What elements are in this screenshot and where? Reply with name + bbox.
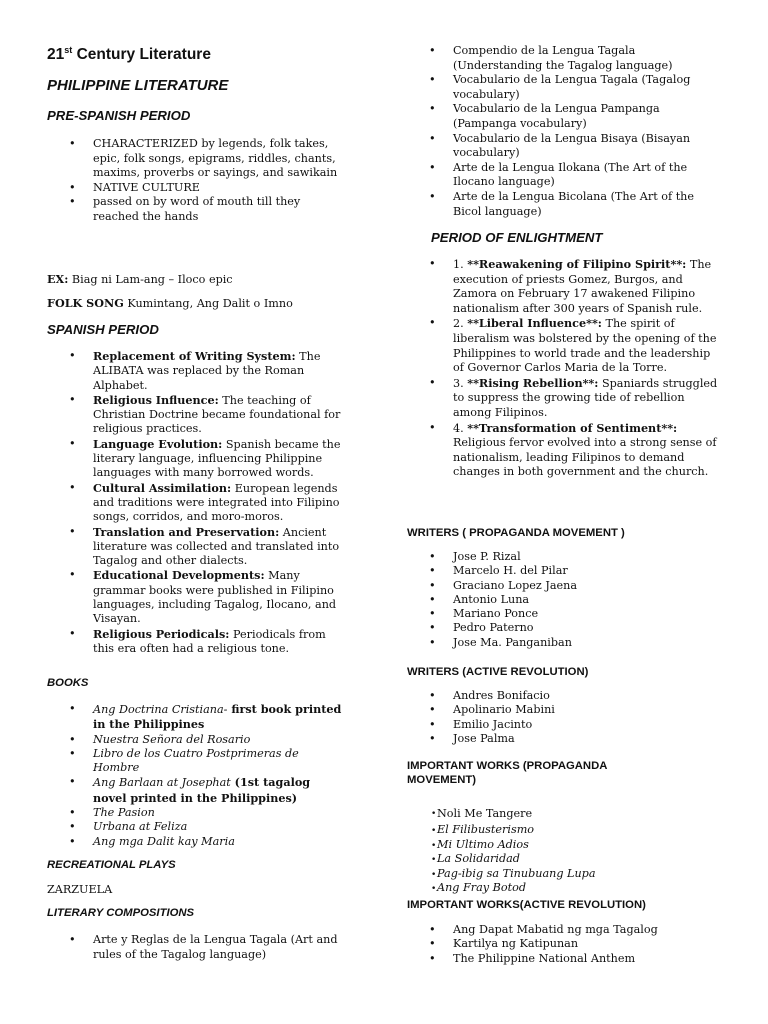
list-item: • Replacement of Writing System: The ALIBATA was replaced by the Roman Alphabet. [47, 349, 347, 393]
literary-list-left [47, 933, 347, 962]
list-item: • Vocabulario de la Lengua Tagala (Tagalog vocabulary) [407, 73, 723, 102]
list-item: • 3. **Rising Rebellion**: Spaniards struggled to suppress the growing tide of rebellion among Filipinos. [407, 376, 723, 421]
list-item: • Antonio Luna [407, 593, 723, 607]
list-item: • Religious Periodicals: Periodicals from this era often had a religious tone. [47, 627, 347, 657]
list-item: • The Philippine National Anthem [407, 952, 723, 966]
list-item: • Vocabulario de la Lengua Pampanga (Pampanga vocabulary) [407, 102, 723, 131]
works-revolution-list [407, 923, 723, 966]
literary-compositions-heading: LITERARY COMPOSITIONS [47, 907, 195, 919]
writers-revolution-heading: WRITERS (ACTIVE REVOLUTION) [407, 666, 589, 678]
literary-list-right [407, 44, 723, 219]
writers-propaganda-list [407, 550, 723, 650]
list-item: • Urbana at Feliza [47, 820, 347, 834]
list-item: • Ang Dapat Mabatid ng mga Tagalog [407, 923, 723, 937]
list-item: • Kartilya ng Katipunan [407, 937, 723, 951]
list-item: • Mi Ultimo Adios [407, 838, 723, 853]
list-item: • CHARACTERIZED by legends, folk takes, epic, folk songs, epigrams, riddles, chants, maxims, proverbs or sayings, and sawikain [47, 137, 347, 181]
list-item: • Ang mga Dalit kay Maria [47, 835, 347, 849]
list-item: • Cultural Assimilation: European legends and traditions were integrated into Filipino songs, corridos, and moro-moros. [47, 481, 347, 525]
enlightment-list [407, 257, 723, 480]
list-item: • Jose P. Rizal [407, 550, 723, 564]
books-list [47, 702, 347, 849]
list-item: • Compendio de la Lengua Tagala (Understanding the Tagalog language) [407, 44, 723, 73]
main-heading: PHILIPPINE LITERATURE [47, 77, 229, 94]
list-item: • Noli Me Tangere [407, 806, 723, 821]
list-item: • Mariano Ponce [407, 607, 723, 621]
list-item: • Translation and Preservation: Ancient literature was collected and translated into Tagalog and other dialects. [47, 525, 347, 569]
list-item: • Emilio Jacinto [407, 718, 723, 732]
list-item: • La Solidaridad [407, 852, 723, 867]
writers-propaganda-heading: WRITERS ( PROPAGANDA MOVEMENT ) [407, 527, 625, 539]
writers-revolution-list [407, 689, 723, 746]
list-item: • Vocabulario de la Lengua Bisaya (Bisayan vocabulary) [407, 132, 723, 161]
list-item: • El Filibusterismo [407, 823, 723, 838]
recreational-plays-heading: RECREATIONAL PLAYS [47, 859, 176, 871]
list-item: • Pedro Paterno [407, 621, 723, 635]
list-item: • Arte y Reglas de la Lengua Tagala (Art and rules of the Tagalog language) [47, 933, 347, 962]
list-item: • passed on by word of mouth till they reached the hands [47, 195, 347, 224]
spanish-heading: SPANISH PERIOD [47, 322, 159, 337]
folk-song-line: FOLK SONG Kumintang, Ang Dalit o Imno [47, 296, 293, 310]
list-item: • Jose Ma. Panganiban [407, 636, 723, 650]
pre-spanish-heading: PRE-SPANISH PERIOD [47, 108, 191, 123]
list-item: • Language Evolution: Spanish became the literary language, influencing Philippine languages with many borrowed words. [47, 437, 347, 481]
list-item: • Ang Barlaan at Josephat (1st tagalog novel printed in the Philippines) [47, 775, 347, 806]
spanish-list [47, 349, 347, 656]
list-item: • Jose Palma [407, 732, 723, 746]
document-title: 21st Century Literature [47, 45, 211, 63]
list-item: • NATIVE CULTURE [47, 181, 347, 196]
pre-spanish-list [47, 137, 347, 225]
works-propaganda-heading: IMPORTANT WORKS (PROPAGANDA MOVEMENT) [407, 760, 607, 786]
list-item: • The Pasion [47, 806, 347, 820]
works-revolution-heading: IMPORTANT WORKS(ACTIVE REVOLUTION) [407, 899, 646, 911]
zarzuela-line: ZARZUELA [47, 883, 113, 896]
books-heading: BOOKS [47, 677, 89, 689]
list-item: • Pag-ibig sa Tinubuang Lupa [407, 867, 723, 882]
works-propaganda-list [407, 806, 723, 896]
list-item: • Nuestra Señora del Rosario [47, 733, 347, 747]
list-item: • Andres Bonifacio [407, 689, 723, 703]
example-line: EX: Biag ni Lam-ang – Iloco epic [47, 272, 233, 286]
list-item: • Religious Influence: The teaching of Christian Doctrine became foundational for religious practices. [47, 393, 347, 437]
list-item: • 2. **Liberal Influence**: The spirit of liberalism was bolstered by the opening of the Philippines to world trade and the leadership of Governor Carlos Maria de la Torre. [407, 316, 723, 375]
list-item: • Graciano Lopez Jaena [407, 579, 723, 593]
list-item: • Apolinario Mabini [407, 703, 723, 717]
list-item: • Ang Doctrina Cristiana- first book printed in the Philippines [47, 702, 347, 733]
list-item: • Marcelo H. del Pilar [407, 564, 723, 578]
list-item: • 4. **Transformation of Sentiment**: Religious fervor evolved into a strong sense of nationalism, leading Filipinos to demand changes in both government and the church. [407, 421, 723, 480]
list-item: • Arte de la Lengua Ilokana (The Art of the Ilocano language) [407, 161, 723, 190]
list-item: • 1. **Reawakening of Filipino Spirit**: The execution of priests Gomez, Burgos, and Zamora on February 17 awakened Filipino nationalism after 300 years of Spanish rule. [407, 257, 723, 316]
list-item: • Arte de la Lengua Bicolana (The Art of the Bicol language) [407, 190, 723, 219]
enlightment-heading: PERIOD OF ENLIGHTMENT [431, 230, 603, 245]
list-item: • Educational Developments: Many grammar books were published in Filipino languages, including Tagalog, Ilocano, and Visayan. [47, 568, 347, 626]
list-item: • Ang Fray Botod [407, 881, 723, 896]
list-item: • Libro de los Cuatro Postprimeras de Hombre [47, 747, 347, 776]
